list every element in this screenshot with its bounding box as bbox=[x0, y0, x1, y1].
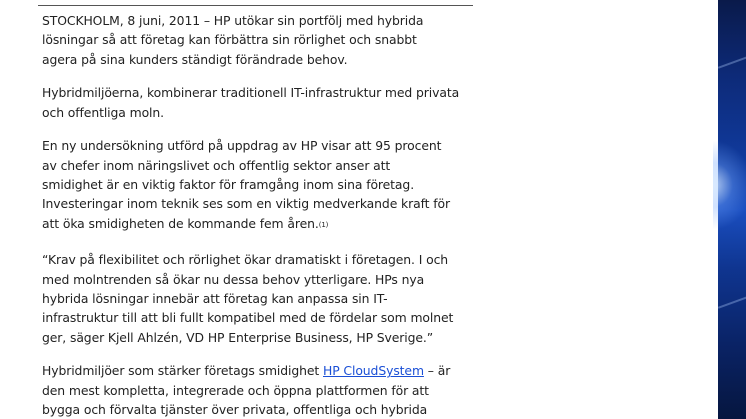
text-line: lösningar så att företag kan förbättra sin rörlighet och snabbt bbox=[42, 32, 417, 48]
text-segment: Hybridmiljöer som stärker företags smidighet bbox=[42, 363, 323, 379]
top-divider bbox=[38, 5, 473, 6]
light-glow bbox=[713, 140, 746, 230]
press-release-body bbox=[42, 11, 477, 419]
text-line: infrastruktur till att bli fullt kompatibel med de fördelar som molnet bbox=[42, 310, 454, 326]
decorative-side-image bbox=[713, 0, 746, 419]
text-line: och offentliga moln. bbox=[42, 104, 164, 120]
paragraph-hybrid bbox=[42, 83, 477, 122]
text-line: ger, säger Kjell Ahlzén, VD HP Enterprise Business, HP Sverige.” bbox=[42, 329, 434, 345]
text-line: av chefer inom näringslivet och offentlig sektor anser att bbox=[42, 157, 391, 173]
text-segment: – är bbox=[423, 363, 451, 379]
text-line: hybrida lösningar innebär att företag kan anpassa sin IT- bbox=[42, 291, 388, 307]
light-streak bbox=[718, 293, 746, 309]
text-line: Investeringar inom teknik ses som en viktig medverkande kraft för bbox=[42, 196, 450, 212]
text-line bbox=[42, 214, 477, 236]
text-segment: att öka smidigheten de kommande fem åren. bbox=[42, 215, 319, 231]
light-streak bbox=[718, 53, 746, 69]
text-line: den mest kompletta, integrerade och öppna plattformen för att bbox=[42, 382, 429, 398]
text-line: “Krav på flexibilitet och rörlighet ökar dramatiskt i företagen. I och bbox=[42, 252, 449, 268]
text-line: STOCKHOLM, 8 juni, 2011 – HP utökar sin portfölj med hybrida bbox=[42, 13, 424, 28]
text-line: bygga och förvalta tjänster över privata, offentliga och hybrida bbox=[42, 402, 428, 418]
paragraph-quote bbox=[42, 250, 477, 346]
text-line: Hybridmiljöerna, kombinerar traditionell IT-infrastruktur med privata bbox=[42, 85, 460, 101]
paragraph-survey bbox=[42, 136, 477, 235]
footnote-marker: (1) bbox=[318, 220, 329, 229]
text-line: med molntrenden så ökar nu dessa behov ytterligare. HPs nya bbox=[42, 271, 425, 287]
paragraph-intro bbox=[42, 11, 477, 69]
text-line: smidighet är en viktig faktor för framgång inom sina företag. bbox=[42, 177, 415, 193]
hp-cloudsystem-link[interactable]: HP CloudSystem bbox=[323, 363, 424, 379]
text-line bbox=[42, 361, 477, 380]
paragraph-cloudsystem bbox=[42, 361, 477, 419]
text-line: En ny undersökning utförd på uppdrag av HP visar att 95 procent bbox=[42, 138, 442, 154]
text-line: agera på sina kunders ständigt förändrade behov. bbox=[42, 51, 348, 67]
